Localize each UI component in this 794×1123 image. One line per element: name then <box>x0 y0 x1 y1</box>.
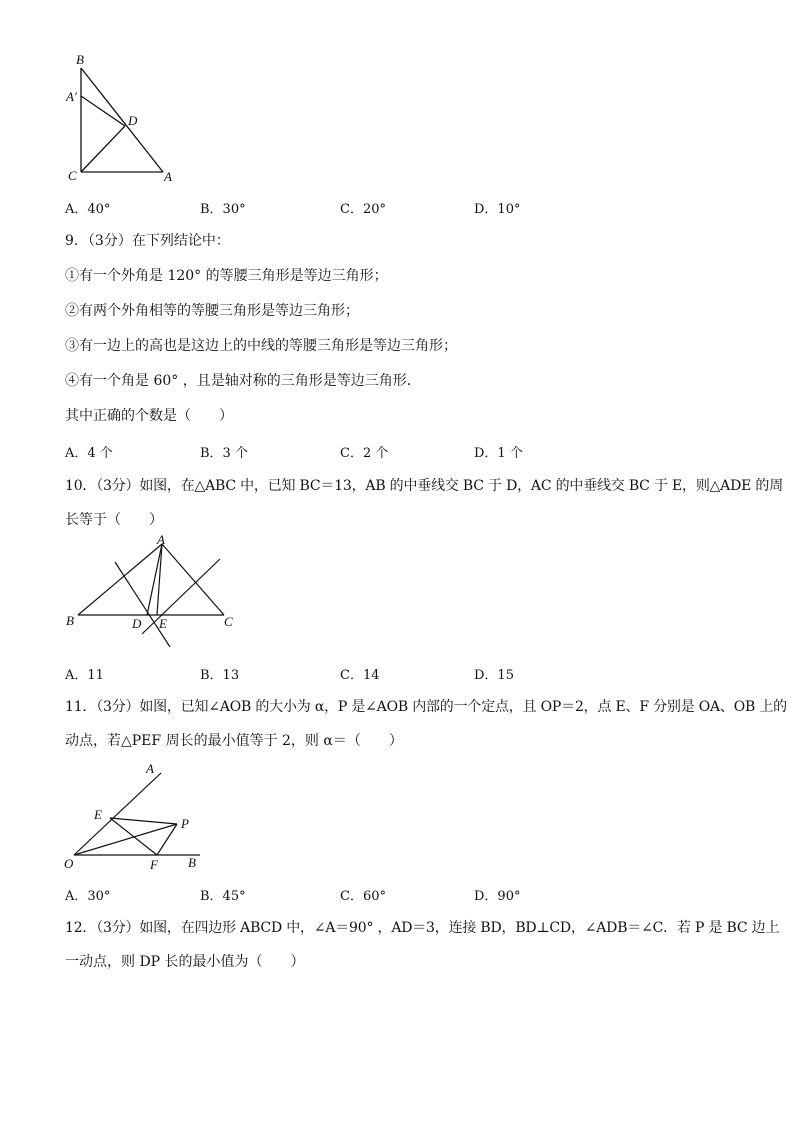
label-B: B <box>76 52 84 67</box>
q8-option-c: C．20° <box>340 202 386 217</box>
label-D: D <box>128 113 138 128</box>
figure-q10 <box>60 532 240 650</box>
label-O: O <box>64 856 74 871</box>
q9-item-4: ④有一个角是 60° ，且是轴对称的三角形是等边三角形． <box>65 373 421 389</box>
label-P: P <box>181 816 189 831</box>
q11-option-a: A．30° <box>65 889 111 904</box>
q9-option-d: D．1 个 <box>474 446 523 461</box>
q10-option-b: B．13 <box>200 668 240 683</box>
q8-option-a: A．40° <box>65 202 111 217</box>
ray-OA <box>74 773 161 855</box>
q11-option-b: B．45° <box>200 889 246 904</box>
label-B: B <box>66 613 74 628</box>
label-A: A <box>157 532 165 547</box>
q9-option-b: B．3 个 <box>200 446 248 461</box>
q9-stem: 9．（3分）在下列结论中： <box>65 233 230 249</box>
segment-OP <box>74 824 177 855</box>
q9-item-3: ③有一边上的高也是这边上的中线的等腰三角形是等边三角形； <box>65 338 457 354</box>
q12-line-2: 一动点，则 DP 长的最小值为（ ） <box>65 954 305 970</box>
q11-option-c: C．60° <box>340 889 386 904</box>
label-F: F <box>150 857 158 872</box>
figure-q8 <box>60 50 190 190</box>
label-E: E <box>94 807 102 822</box>
q12-line-1: 12．（3分）如图，在四边形 ABCD 中，∠A＝90° ，AD＝3，连接 BD，BD⊥CD，∠ADB＝∠C．若 P 是 BC 边上 <box>65 920 780 936</box>
q10-line-1: 10．（3分）如图，在△ABC 中，已知 BC＝13，AB 的中垂线交 BC 于 D，AC 的中垂线交 BC 于 E，则△ADE 的周 <box>65 478 783 494</box>
q8-option-b: B．30° <box>200 202 246 217</box>
segment-EF <box>110 818 157 855</box>
q11-line-1: 11．（3分）如图，已知∠AOB 的大小为 α，P 是∠AOB 内部的一个定点，且 OP＝2，点 E、F 分别是 OA、OB 上的 <box>65 699 787 715</box>
q11-line-2: 动点，若△PEF 周长的最小值等于 2，则 α＝（ ） <box>65 733 403 749</box>
q9-item-2: ②有两个外角相等的等腰三角形是等边三角形； <box>65 303 359 319</box>
figure-q11 <box>60 760 210 875</box>
label-C: C <box>224 614 233 629</box>
segment-EP <box>110 818 177 824</box>
label-D: D <box>132 616 142 631</box>
label-A-prime: A′ <box>66 89 77 104</box>
label-E: E <box>159 616 167 631</box>
q10-line-2: 长等于（ ） <box>65 512 163 528</box>
q10-option-d: D．15 <box>474 668 514 683</box>
label-A: A <box>146 761 154 776</box>
label-A: A <box>164 169 172 184</box>
q9-ask: 其中正确的个数是（ ） <box>65 408 233 424</box>
label-B: B <box>188 855 196 870</box>
q11-option-d: D．90° <box>474 889 521 904</box>
q9-option-c: C．2 个 <box>340 446 389 461</box>
segment-A'D <box>81 96 125 126</box>
segment-CD <box>81 126 125 172</box>
q10-option-c: C．14 <box>340 668 380 683</box>
q8-option-d: D．10° <box>474 202 521 217</box>
q9-item-1: ①有一个外角是 120° 的等腰三角形是等边三角形； <box>65 268 388 284</box>
segment-AC <box>162 544 224 615</box>
q9-option-a: A．4 个 <box>65 446 113 461</box>
q10-option-a: A．11 <box>65 668 104 683</box>
label-C: C <box>68 168 77 183</box>
segment-BA <box>81 68 163 172</box>
